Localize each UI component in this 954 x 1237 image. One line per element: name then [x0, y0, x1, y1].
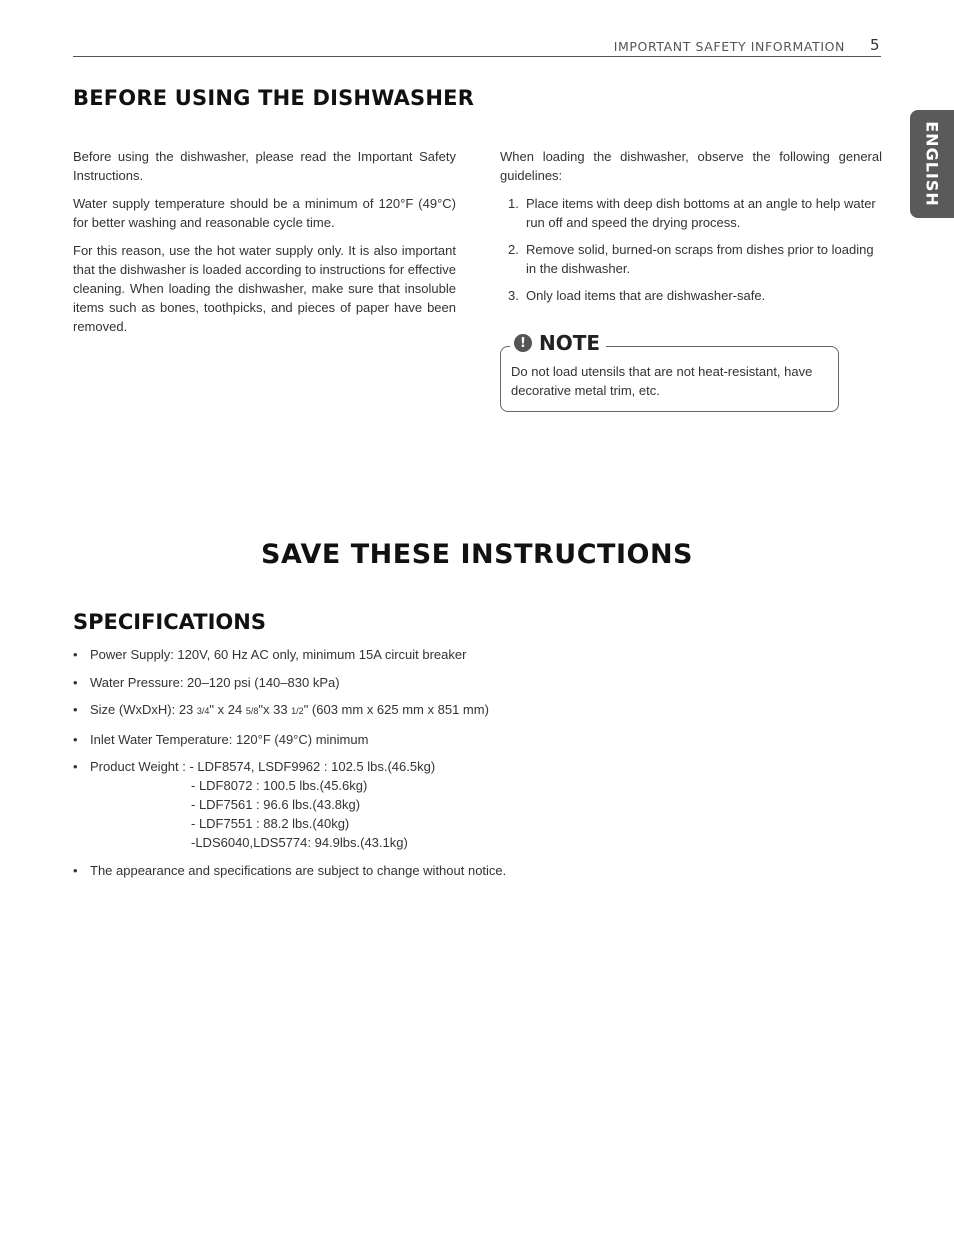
bullet: •: [73, 862, 78, 878]
header-section-title: IMPORTANT SAFETY INFORMATION: [613, 39, 845, 54]
list-item: 3. Only load items that are dishwasher-safe.: [508, 288, 766, 303]
note-text: Do not load utensils that are not heat-resistant, have decorative metal trim, etc.: [511, 364, 813, 398]
bullet: •: [73, 731, 78, 747]
bullet: •: [73, 759, 78, 774]
exclamation-icon: !: [514, 334, 532, 352]
before-using-text: [73, 147, 456, 345]
note-label: NOTE: [539, 331, 601, 355]
language-tab-label: ENGLISH: [922, 121, 942, 207]
bullet: •: [73, 647, 78, 662]
save-instructions-heading: SAVE THESE INSTRUCTIONS: [261, 539, 693, 570]
list-item: • Power Supply: 120V, 60 Hz AC only, minimum 15A circuit breaker: [73, 647, 467, 662]
list-item: • Size (WxDxH): 23 3/4" x 24 5/8"x 33 1/2" (603 mm x 625 mm x 851 mm): [73, 702, 489, 717]
specifications-list: [73, 645, 873, 888]
list-item: • Product Weight : - LDF8574, LSDF9962 : 102.5 lbs.(46.5kg) - LDF8072 : 100.5 lbs.(45.6kg) - LDF7561 : 96.6 lbs.(43.8kg) - LDF7551 : 88.2 lbs.(40kg) -LDS6040,LDS5774: 94.9lbs.(43.1kg): [73, 759, 436, 850]
header-divider: [73, 56, 881, 57]
before-using-heading: BEFORE USING THE DISHWASHER: [73, 86, 475, 110]
list-item: 1. Place items with deep dish bottoms at an angle to help water run off and speed the drying process.: [508, 196, 876, 230]
loading-list: [500, 194, 882, 305]
list-item: • The appearance and specifications are subject to change without notice.: [73, 862, 507, 878]
paragraph: Before using the dishwasher, please read the Important Safety Instructions.: [73, 149, 456, 183]
loading-intro: When loading the dishwasher, observe the following general guidelines:: [500, 149, 882, 183]
list-item: • Water Pressure: 20–120 psi (140–830 kPa): [73, 674, 340, 690]
paragraph: Water supply temperature should be a minimum of 120°F (49°C) for better washing and reasonable cycle time.: [73, 196, 456, 230]
loading-guidelines: [500, 147, 882, 313]
bullet: •: [73, 674, 78, 690]
note-header: [510, 331, 606, 355]
page-number: 5: [870, 36, 880, 54]
bullet: •: [73, 702, 78, 717]
specifications-heading: SPECIFICATIONS: [73, 610, 266, 634]
list-item: • Inlet Water Temperature: 120°F (49°C) minimum: [73, 731, 369, 747]
language-tab: [910, 110, 954, 218]
paragraph: For this reason, use the hot water supply only. It is also important that the dishwasher is loaded according to instructions for effective cleaning. When loading the dishwasher, make sure that insoluble items such as bones, toothpicks, and pieces of paper have been removed.: [73, 243, 456, 334]
list-item: 2. Remove solid, burned-on scraps from dishes prior to loading in the dishwasher.: [508, 242, 874, 276]
